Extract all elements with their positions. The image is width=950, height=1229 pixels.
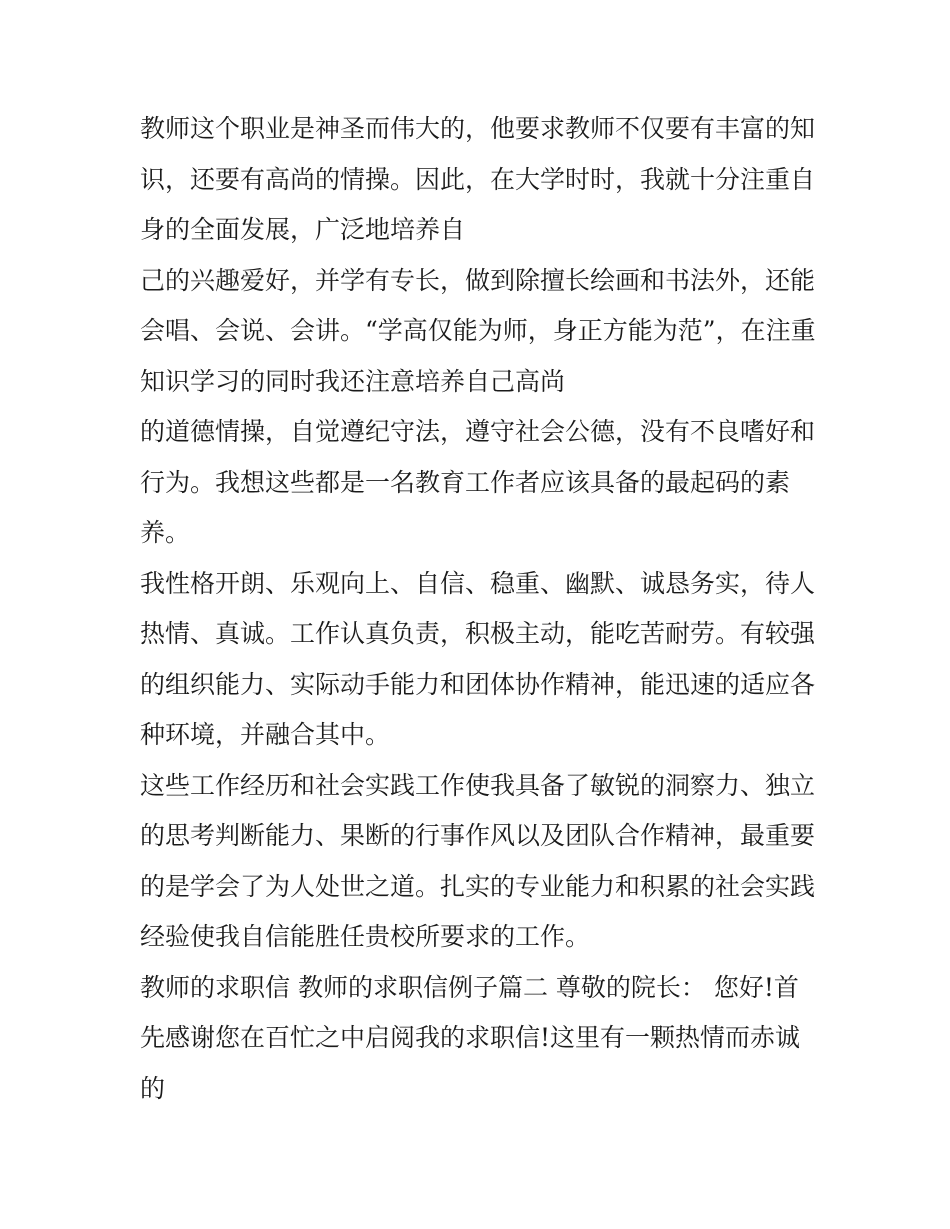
- text-line: 的是学会了为人处世之道。扎实的专业能力和积累的社会实践: [140, 871, 816, 901]
- text-line: 教师这个职业是神圣而伟大的，他要求教师不仅要有丰富的知: [140, 114, 816, 143]
- text-line: 的: [140, 1073, 166, 1103]
- text-line: 会唱、会说、会讲。“学高仅能为师，身正方能为范”，在注重: [140, 316, 816, 345]
- text-line: 这些工作经历和社会实践工作使我具备了敏锐的洞察力、独立: [140, 770, 816, 800]
- text-line: 热情、真诚。工作认真负责，积极主动，能吃苦耐劳。有较强: [140, 619, 816, 648]
- text-line: 的道德情操，自觉遵纪守法，遵守社会公德，没有不良嗜好和: [140, 417, 816, 446]
- text-line: 教师的求职信 教师的求职信例子篇二 尊敬的院长： 您好!首: [140, 972, 799, 1002]
- text-line: 养。: [140, 518, 191, 547]
- text-line: 行为。我想这些都是一名教育工作者应该具备的最起码的素: [140, 467, 791, 497]
- text-line: 的组织能力、实际动手能力和团体协作精神，能迅速的适应各: [140, 669, 816, 699]
- text-line: 种环境，并融合其中。: [140, 720, 391, 749]
- document-body: [140, 104, 820, 1114]
- text-line: 知识学习的同时我还注意培养自己高尚: [140, 366, 566, 396]
- text-line: 先感谢您在百忙之中启阅我的求职信!这里有一颗热情而赤诚: [140, 1023, 801, 1052]
- text-line: 的思考判断能力、果断的行事作风以及团队合作精神，最重要: [140, 821, 816, 850]
- text-line: 身的全面发展，广泛地培养自: [140, 215, 466, 244]
- text-line: 我性格开朗、乐观向上、自信、稳重、幽默、诚恳务实，待人: [140, 568, 816, 598]
- text-line: 己的兴趣爱好，并学有专长，做到除擅长绘画和书法外，还能: [140, 265, 816, 295]
- text-line: 经验使我自信能胜任贵校所要求的工作。: [140, 922, 591, 951]
- text-line: 识，还要有高尚的情操。因此，在大学时时，我就十分注重自: [140, 164, 816, 194]
